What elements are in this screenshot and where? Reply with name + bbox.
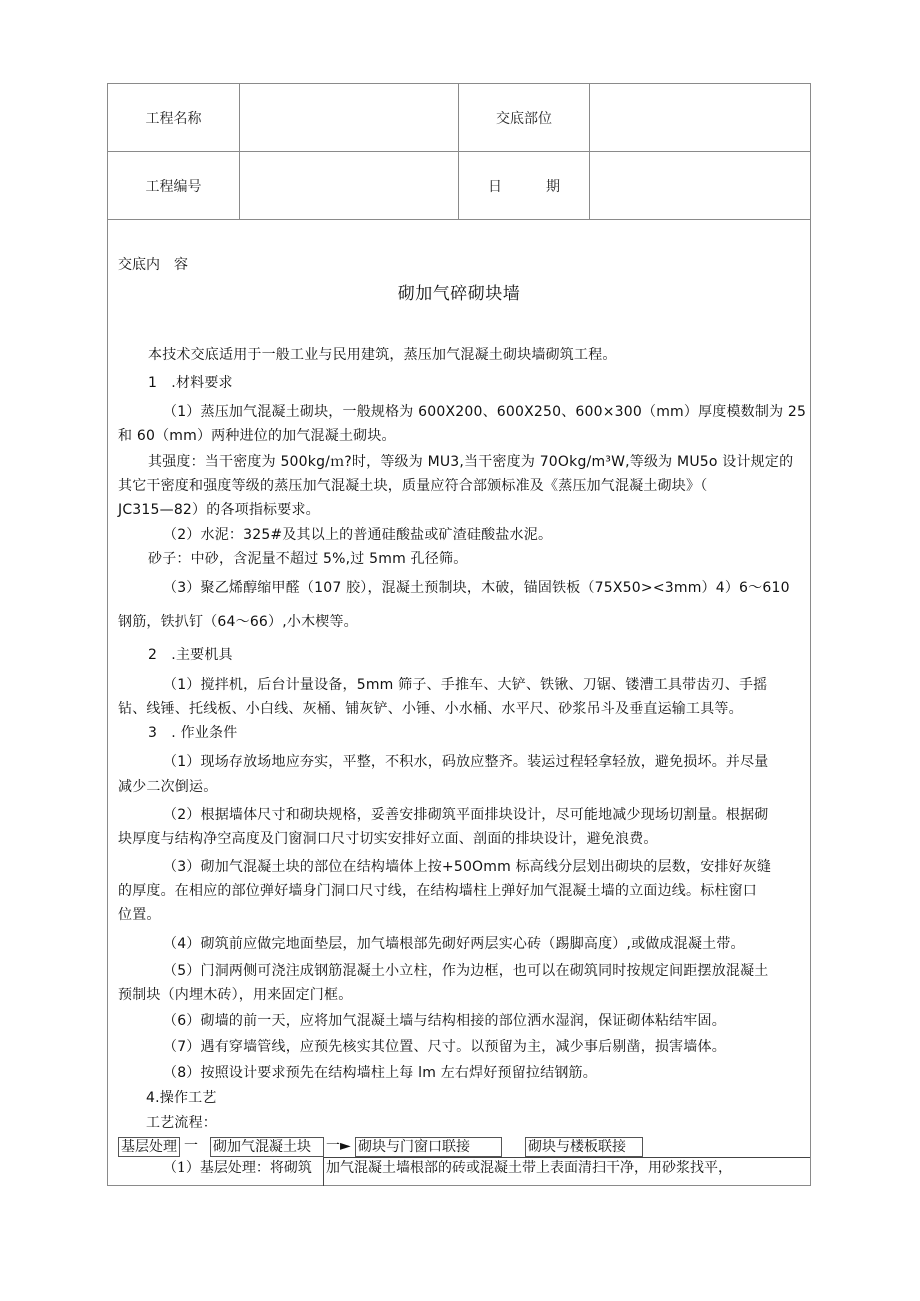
project-number-label: 工程编号 [108, 152, 240, 220]
project-name-field[interactable] [240, 84, 459, 152]
paragraph-line: 其强度：当干密度为 500kg/ｍ?时，等级为 MU3,当干密度为 70Okg/m³W,等级为 MU5o 设计规定的 [148, 454, 794, 470]
handover-part-label: 交底部位 [459, 84, 590, 152]
paragraph-line: （3）砌加气混凝土块的部位在结构墙体上按+50Omm 标高线分层划出砌块的层数，安排好灰缝 [163, 859, 772, 875]
project-name-label: 工程名称 [108, 84, 240, 152]
paragraph-line: （1）搅拌机，后台计量设备，5mm 筛子、手推车、大铲、铁锹、刀锯、镂漕工具带齿刃、手摇 [163, 677, 768, 693]
paragraph-line: 预制块（内埋木砖），用来固定门框。 [118, 987, 353, 1003]
paragraph-line: 和 60（mm）两种进位的加气混凝土砌块。 [118, 428, 396, 444]
paragraph-line: （6）砌墙的前一天，应将加气混凝土墙与结构相接的部位洒水湿润，保证砌体粘结牢固。 [163, 1013, 726, 1029]
paragraph-line: （4）砌筑前应做完地面垫层，加气墙根部先砌好两层实心砖（踢脚高度）,或做成混凝土带。 [163, 936, 745, 952]
paragraph-line: 砂子：中砂，含泥量不超过 5%,过 5mm 孔径筛。 [148, 551, 468, 567]
flow-step-door-window-joint: 砌块与门窗口联接 [355, 1137, 502, 1157]
date-label [459, 152, 590, 220]
paragraph-line: 钢筋，铁扒钉（64～66）,小木楔等。 [118, 614, 358, 630]
handover-document-frame [107, 83, 811, 1186]
flow-step-floor-slab-joint: 砌块与楼板联接 [525, 1137, 643, 1157]
section-label: 交底内 容 [118, 257, 188, 273]
base-treatment-text-part1: （1）基层处理：将砌筑 [163, 1160, 312, 1176]
date-field[interactable] [590, 152, 811, 220]
paragraph-line: （2）水泥：325#及其以上的普通硅酸盐或矿渣硅酸盐水泥。 [163, 527, 553, 543]
paragraph-line: 钻、线锤、托线板、小白线、灰桶、铺灰铲、小锤、小水桶、水平尺、砂浆吊斗及垂直运输工具等。 [118, 701, 743, 717]
paragraph-line: 其它干密度和强度等级的蒸压加气混凝土块，质量应符合部颁标准及《蒸压加气混凝土砌块》（ [118, 478, 708, 494]
paragraph-line: 减少二次倒运。 [118, 779, 218, 795]
date-label-right: 期 [546, 178, 560, 195]
paragraph-line: （5）门洞两侧可浇注成钢筋混凝土小立柱，作为边框，也可以在砌筑同时按规定间距摆放混凝土 [163, 963, 769, 979]
paragraph-line: 位置。 [118, 907, 161, 923]
paragraph-line: 块厚度与结构净空高度及门窗洞口尺寸切实安排好立面、剖面的排块设计，避免浪费。 [118, 831, 658, 847]
base-treatment-text-part2: 加气混凝土墙根部的砖或混凝土带上表面清扫干净，用砂浆找平， [323, 1158, 732, 1186]
section-heading: 2 .主要机具 [148, 647, 233, 663]
flow-arrow-icon: 一► [326, 1138, 351, 1154]
paragraph-line: 的厚度。在相应的部位弹好墙身门洞口尺寸线，在结构墙柱上弹好加气混凝土墙的立面边线。标柱窗口 [118, 883, 757, 899]
document-title: 砌加气碎砌块墙 [397, 284, 521, 304]
handover-part-field[interactable] [590, 84, 811, 152]
flow-step-base-treatment: 基层处理 [118, 1137, 180, 1157]
paragraph-line: 本技术交底适用于一般工业与民用建筑，蒸压加气混凝土砌块墙砌筑工程。 [148, 347, 617, 363]
paragraph-line: （2）根据墙体尺寸和砌块规格，妥善安排砌筑平面排块设计，尽可能地减少现场切割量。根据砌 [163, 807, 769, 823]
process-flowchart [118, 1137, 648, 1157]
paragraph-line: （1）现场存放场地应夯实，平整，不积水，码放应整齐。装运过程轻拿轻放，避免损坏。并尽量 [163, 754, 769, 770]
project-number-field[interactable] [240, 152, 459, 220]
header-row-2 [108, 152, 810, 220]
paragraph-line: 工艺流程： [146, 1115, 217, 1131]
section-heading: 3 . 作业条件 [148, 725, 238, 741]
flow-step-lay-blocks: 砌加气混凝土块 [210, 1137, 324, 1157]
header-row-1 [108, 84, 810, 152]
section-heading: 4.操作工艺 [146, 1090, 217, 1106]
handover-content [108, 221, 810, 1185]
date-label-left: 日 [488, 178, 502, 195]
paragraph-line: （7）遇有穿墙管线，应预先核实其位置、尺寸。以预留为主，减少事后剔凿，损害墙体。 [163, 1039, 726, 1055]
section-heading: 1 .材料要求 [148, 375, 233, 391]
paragraph-line: JC315—82）的各项指标要求。 [118, 502, 320, 518]
paragraph-line: （3）聚乙烯醇缩甲醛（107 胶），混凝土预制块，木破，锚固铁板（75X50><3mm）4）6～610 [163, 580, 790, 596]
flow-connector-icon: 一 [184, 1138, 198, 1154]
header-table [108, 84, 810, 220]
paragraph-line: （1）蒸压加气混凝土砌块，一般规格为 600X200、600X250、600×300（mm）厚度模数制为 25 [163, 404, 807, 420]
paragraph-line: （8）按照设计要求预先在结构墙柱上每 lm 左右焊好预留拉结钢筋。 [163, 1065, 597, 1081]
paragraph-line [118, 1158, 810, 1180]
